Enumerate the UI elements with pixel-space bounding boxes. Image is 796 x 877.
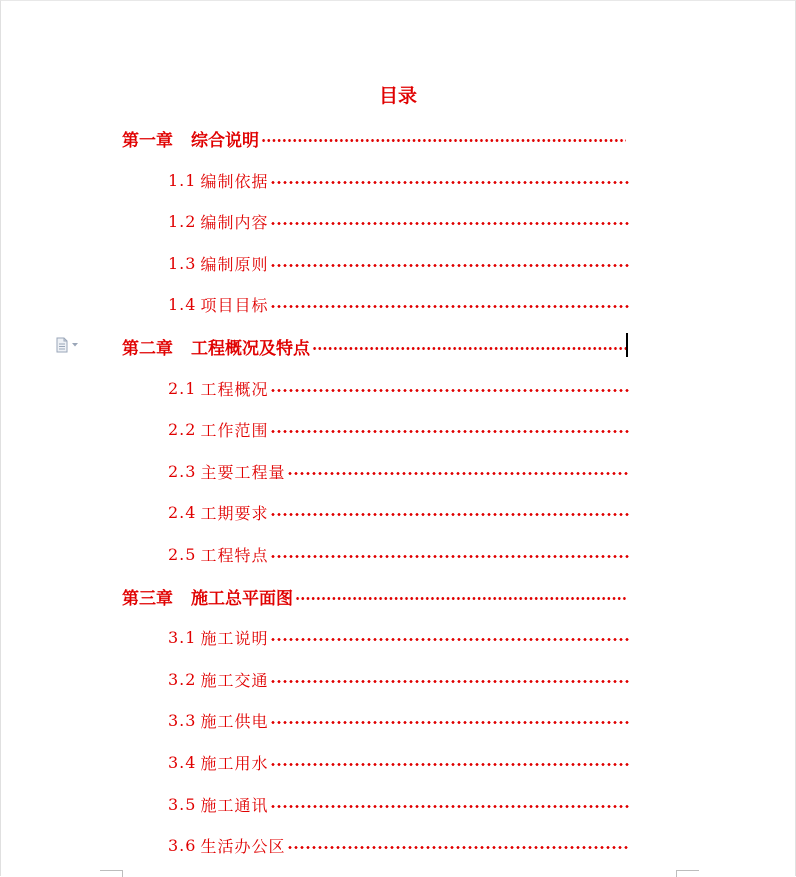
- toc-section-entry[interactable]: [168, 667, 630, 691]
- toc-entry-number: 2.3: [168, 461, 197, 481]
- toc-entry-text: 工程特点: [200, 545, 269, 565]
- toc-dot-leader: [312, 347, 626, 350]
- toc-section-entry[interactable]: [168, 708, 630, 732]
- toc-dot-leader: [270, 805, 630, 808]
- toc-entry-number: 第二章: [122, 338, 173, 358]
- toc-dot-leader: [270, 222, 630, 225]
- toc-section-entry[interactable]: [168, 542, 630, 566]
- toc-section-entry[interactable]: [168, 209, 630, 233]
- toc-entry-number: 2.4: [168, 502, 197, 522]
- toc-entry-text: 施工供电: [200, 711, 269, 731]
- toc-dot-leader: [270, 264, 630, 267]
- toc-section-entry[interactable]: [168, 750, 630, 774]
- toc-dot-leader: [270, 181, 630, 184]
- toc-entry-number: 2.5: [168, 544, 197, 564]
- toc-section-entry[interactable]: [168, 292, 630, 316]
- toc-entry-text: 工期要求: [200, 503, 269, 523]
- toc-dot-leader: [270, 389, 630, 392]
- toc-chapter-entry[interactable]: [122, 584, 626, 608]
- toc-entry-text: 施工用水: [200, 753, 269, 773]
- toc-entry-text: 施工通讯: [200, 795, 269, 815]
- toc-entry-number: 2.2: [168, 419, 197, 439]
- toc-section-entry[interactable]: [168, 417, 630, 441]
- toc-entry-number: 3.6: [168, 835, 197, 855]
- toc-entry-number: 3.1: [168, 627, 197, 647]
- toc-entry-number: 1.1: [168, 170, 197, 190]
- toc-section-entry[interactable]: [168, 251, 630, 275]
- toc-entry-number: 3.3: [168, 710, 197, 730]
- paragraph-options-icon[interactable]: [55, 337, 81, 353]
- toc-dot-leader: [270, 305, 630, 308]
- toc-section-entry[interactable]: [168, 833, 630, 857]
- toc-entry-text: 编制依据: [200, 171, 269, 191]
- toc-dot-leader: [270, 721, 630, 724]
- toc-dot-leader: [270, 513, 630, 516]
- toc-entry-text: 主要工程量: [200, 462, 286, 482]
- toc-chapter-entry[interactable]: [122, 126, 626, 150]
- toc-section-entry[interactable]: [168, 459, 630, 483]
- toc-section-entry[interactable]: [168, 792, 630, 816]
- toc-title: 目录: [378, 85, 417, 107]
- toc-entry-text: 施工总平面图: [191, 588, 293, 608]
- toc-entry-text: 施工说明: [200, 628, 269, 648]
- toc-entry-number: 3.5: [168, 794, 197, 814]
- toc-entry-text: 工程概况: [200, 379, 269, 399]
- toc-dot-leader: [270, 638, 630, 641]
- toc-dot-leader: [295, 597, 626, 600]
- toc-entry-number: 1.3: [168, 253, 197, 273]
- toc-dot-leader: [270, 763, 630, 766]
- toc-entry-text: 工程概况及特点: [191, 338, 310, 358]
- toc-entry-text: 编制内容: [200, 212, 269, 232]
- toc-entry-number: 2.1: [168, 378, 197, 398]
- toc-entry-text: 综合说明: [191, 130, 259, 150]
- toc-entry-number: 第三章: [122, 588, 173, 608]
- toc-entry-number: 3.2: [168, 669, 197, 689]
- toc-section-entry[interactable]: [168, 500, 630, 524]
- toc-dot-leader: [270, 555, 630, 558]
- toc-entry-text: 工作范围: [200, 420, 269, 440]
- toc-entry-text: 项目目标: [200, 295, 269, 315]
- toc-section-entry[interactable]: [168, 625, 630, 649]
- toc-entry-number: 3.4: [168, 752, 197, 772]
- toc-entry-number: 第一章: [122, 130, 173, 150]
- toc-section-entry[interactable]: [168, 376, 630, 400]
- toc-section-entry[interactable]: [168, 168, 630, 192]
- toc-entry-number: 1.4: [168, 294, 197, 314]
- chevron-down-icon: [72, 343, 78, 347]
- toc-dot-leader: [270, 680, 630, 683]
- toc-entry-text: 编制原则: [200, 254, 269, 274]
- toc-entry-text: 生活办公区: [200, 836, 286, 856]
- toc-dot-leader: [287, 472, 630, 475]
- toc-chapter-entry[interactable]: [122, 334, 626, 358]
- toc-dot-leader: [261, 139, 626, 142]
- toc-dot-leader: [270, 430, 630, 433]
- text-cursor: [626, 333, 628, 357]
- toc-entry-number: 1.2: [168, 211, 197, 231]
- toc-entry-text: 施工交通: [200, 670, 269, 690]
- toc-dot-leader: [287, 846, 630, 849]
